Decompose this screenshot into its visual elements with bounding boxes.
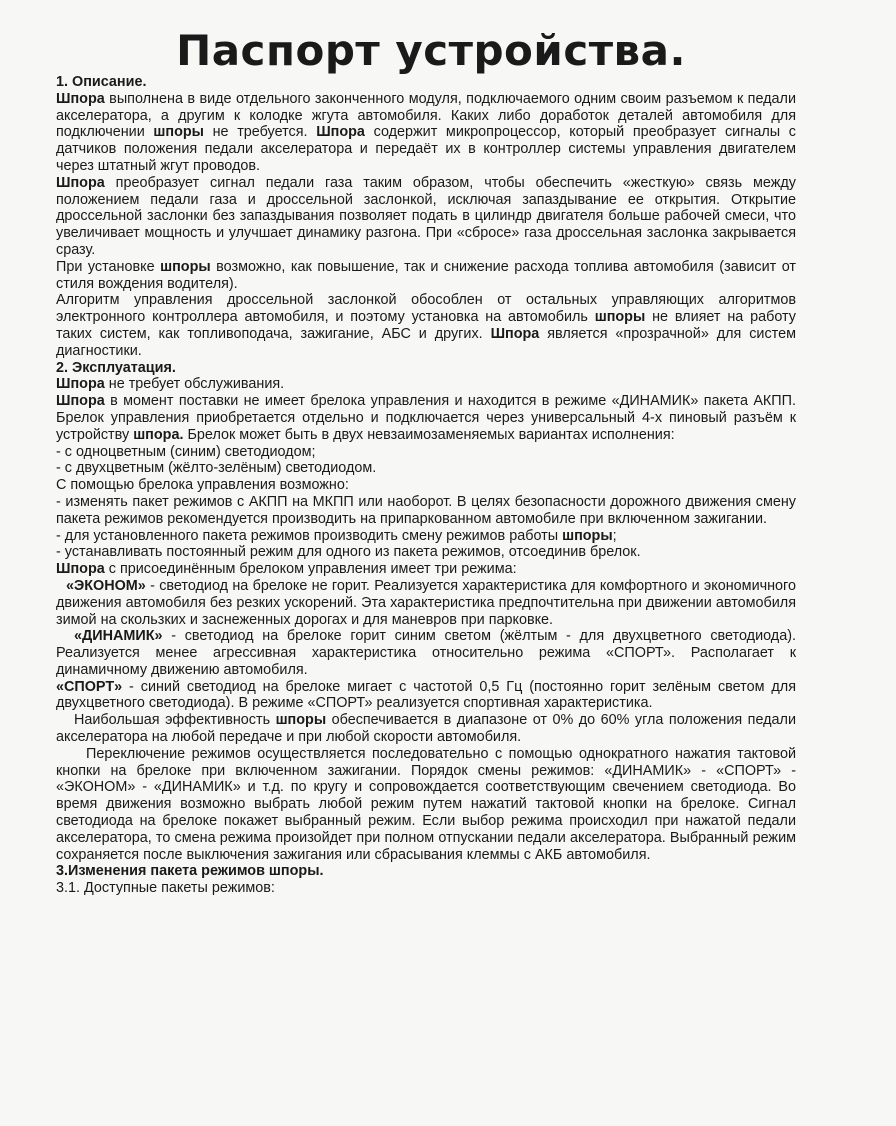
- text-run: Наибольшая эффективность: [74, 712, 276, 729]
- text-run: содержит микропроцессор, который преобразует сигналы с датчиков положения педали акселератора и передаёт их в контроллер системы управления двигателем через штатный жгут проводов.: [56, 124, 796, 174]
- mode-econom: [56, 578, 796, 628]
- bold-text: Шпора: [56, 561, 105, 578]
- list-item: - с двухцветным (жёлто-зелёным) светодиодом.: [56, 460, 377, 477]
- bold-text: шпора.: [133, 426, 184, 443]
- list-item: - устанавливать постоянный режим для одного из пакета режимов, отсоединив брелок.: [56, 544, 641, 561]
- text-run: - светодиод на брелоке не горит. Реализуется характеристика для комфортного и экономичного движения автомобиля без резких ускорений. Эта характеристика предпочтительна при движении автомобиля зимой на скользких и заснеженных дорогах и для маневров при парковке.: [56, 577, 796, 628]
- paragraph: [56, 376, 796, 393]
- text-run: не влияет на работу таких систем, как топливоподача, зажигание, АБС и других.: [56, 309, 796, 342]
- text-run: преобразует сигнал педали газа таким образом, чтобы обеспечить «жесткую» связь между положением педали газа и дроссельной заслонкой, исключая запаздывание ее открытия. Открытие дроссельной заслонки без запаздывания позволяет подать в цилиндр двигателя больше рабочей смеси, что увеличивает мощность и улучшает динамику разгона. При «сбросе» газа дроссельная заслонка закрывается сразу.: [56, 174, 796, 258]
- text-run: - синий светодиод на брелоке мигает с частотой 0,5 Гц (постоянно горит зелёным светом для двухцветного светодиода). В режиме «СПОРТ» реализуется спортивная характеристика.: [56, 678, 796, 712]
- paragraph: [56, 91, 796, 175]
- section-1-heading: 1. Описание.: [56, 74, 147, 90]
- text-run: Брелок может быть в двух невзаимозаменяемых вариантах исполнения:: [183, 426, 675, 443]
- paragraph: [56, 712, 796, 746]
- bold-text: шпоры: [594, 309, 646, 326]
- bold-text: Шпора: [56, 90, 105, 107]
- bold-text: Шпора: [490, 325, 540, 342]
- text-run: не требует обслуживания.: [104, 376, 285, 393]
- bold-text: «ДИНАМИК»: [74, 628, 163, 645]
- section-2-heading: 2. Эксплуатация.: [56, 359, 176, 376]
- paragraph: [56, 292, 796, 359]
- text-run: - светодиод на брелоке горит синим светом (жёлтым - для двухцветного светодиода). Реализуется менее агрессивная характеристика относительно режима «СПОРТ». Располагает к динамичному движению автомобиля.: [56, 628, 796, 678]
- mode-dynamic: [56, 628, 796, 678]
- list-item: - изменять пакет режимов с АКПП на МКПП или наоборот. В целях безопасности дорожного движения смену пакета режимов рекомендуется производить на припаркованном автомобиле при включенном зажигании.: [56, 493, 796, 527]
- paragraph: [56, 393, 796, 443]
- text-run: ;: [612, 527, 617, 544]
- page-title: Паспорт устройства.: [176, 26, 686, 75]
- document-body: [56, 74, 796, 897]
- text-run: Алгоритм управления дроссельной заслонкой обособлен от остальных управляющих алгоритмов электронного контроллера автомобиля, и поэтому установка на автомобиль: [56, 292, 796, 326]
- text-run: При установке: [56, 258, 161, 275]
- bold-text: Шпора: [56, 174, 105, 191]
- paragraph: [56, 561, 796, 578]
- bold-text: шпоры: [275, 712, 327, 729]
- text-run: не требуется.: [203, 124, 317, 141]
- bold-text: Шпора: [56, 393, 105, 410]
- text-run: - для установленного пакета режимов производить смену режимов работы: [56, 527, 563, 544]
- bold-text: «ЭКОНОМ»: [66, 577, 146, 594]
- bold-text: Шпора: [316, 124, 365, 141]
- text-run: является «прозрачной» для систем диагностики.: [56, 325, 796, 359]
- paragraph: Переключение режимов осуществляется последовательно с помощью однократного нажатия тактовой кнопки на брелоке при включенном зажигании. Порядок смены режимов: «ДИНАМИК» - «СПОРТ» - «ЭКОНОМ» - «ДИНАМИК» и т.д. по кругу и сопровождается соответствующим свечением светодиода. Во время движения возможно выбрать любой режим путем нажатий тактовой кнопки на брелоке. Сигнал светодиода на брелоке покажет выбранный режим. Если выбор режима происходил при нажатой педали акселератора, то смена режима произойдет при полном отпускании педали акселератора. Выбранный режим сохраняется после выключения зажигания или сбрасывания клеммы с АКБ автомобиля.: [56, 745, 796, 863]
- bold-text: «СПОРТ»: [56, 678, 123, 695]
- paragraph: С помощью брелока управления возможно:: [56, 477, 349, 494]
- paragraph: [56, 259, 796, 293]
- text-run: выполнена в виде отдельного законченного модуля, подключаемого одним своим разъемом к педали акселератора, а другим к колодке жгута автомобиля. Каких либо доработок деталей автомобиля для подключении: [56, 90, 796, 141]
- mode-sport: [56, 679, 796, 713]
- bold-text: шпоры: [160, 258, 211, 275]
- text-run: в момент поставки не имеет брелока управления и находится в режиме «ДИНАМИК» пакета АКПП. Брелок управления приобретается отдельно и подключается через универсальный 4-х пиновый разъём к устройству: [56, 393, 796, 443]
- list-item: - с одноцветным (синим) светодиодом;: [56, 443, 316, 460]
- section-3-1-label: 3.1. Доступные пакеты режимов:: [56, 880, 275, 897]
- bold-text: Шпора: [56, 376, 105, 393]
- text-run: обеспечивается в диапазоне от 0% до 60% угла положения педали акселератора на любой передаче и при любой скорости автомобиля.: [56, 712, 796, 746]
- bold-text: шпоры: [562, 527, 613, 544]
- bold-text: шпоры: [153, 124, 204, 141]
- section-3-heading: 3.Изменения пакета режимов шпоры.: [56, 863, 324, 880]
- paragraph: [56, 175, 796, 259]
- text-run: возможно, как повышение, так и снижение расхода топлива автомобиля (зависит от стиля вождения водителя).: [56, 258, 796, 292]
- text-run: с присоединённым брелоком управления имеет три режима:: [104, 561, 517, 578]
- list-item: [56, 528, 796, 545]
